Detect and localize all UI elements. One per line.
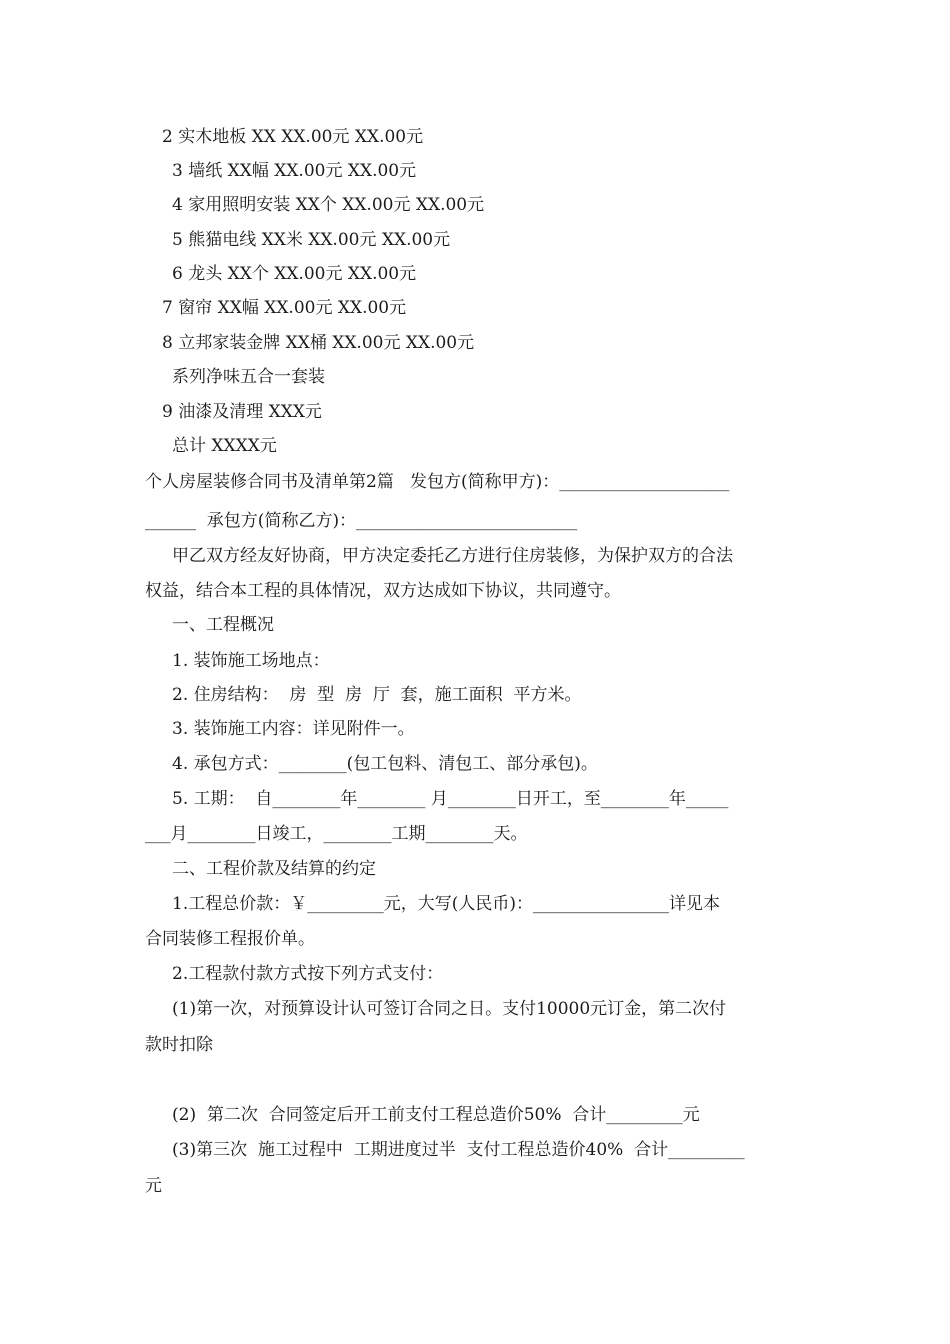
list-item: 系列净味五合一套装	[172, 367, 325, 387]
clause-item: 5. 工期： 自________年________ 月________日开工，至________年_____	[172, 789, 729, 809]
list-item: 3 墙纸 XX幅 XX.00元 XX.00元	[172, 161, 417, 181]
clause-item: 2. 住房结构： 房 型 房 厅 套，施工面积 平方米。	[172, 685, 582, 705]
clause-item: (1)第一次，对预算设计认可签订合同之日。支付10000元订金，第二次付	[172, 999, 727, 1019]
clause-item: 1. 装饰施工场地点：	[172, 651, 330, 671]
clause-item: 款时扣除	[145, 1035, 213, 1055]
clause-item: (2) 第二次 合同签定后开工前支付工程总造价50% 合计_________元	[172, 1105, 700, 1125]
clause-item: 3. 装饰施工内容：详见附件一。	[172, 719, 415, 739]
intro-paragraph: 甲乙双方经友好协商，甲方决定委托乙方进行住房装修，为保护双方的合法	[172, 546, 733, 566]
clause-item: 合同装修工程报价单。	[145, 929, 315, 949]
clause-item: 元	[145, 1176, 162, 1196]
section-heading: 二、工程价款及结算的约定	[172, 859, 376, 879]
list-item: 6 龙头 XX个 XX.00元 XX.00元	[172, 264, 417, 284]
list-item: 2 实木地板 XX XX.00元 XX.00元	[162, 127, 424, 147]
clause-item: ___月________日竣工，________工期________天。	[145, 824, 528, 844]
list-total: 总计 XXXX元	[172, 436, 277, 456]
list-item: 5 熊猫电线 XX米 XX.00元 XX.00元	[172, 230, 451, 250]
clause-item: 1.工程总价款：￥_________元，大写(人民币)：________________详见本	[172, 894, 720, 914]
clause-item: 4. 承包方式：________(包工包料、清包工、部分承包)。	[172, 754, 598, 774]
party-b-line: ______ 承包方(简称乙方)：__________________________	[145, 511, 578, 531]
list-item: 7 窗帘 XX幅 XX.00元 XX.00元	[162, 298, 407, 318]
intro-paragraph: 权益，结合本工程的具体情况，双方达成如下协议，共同遵守。	[145, 581, 621, 601]
list-item: 8 立邦家装金牌 XX桶 XX.00元 XX.00元	[162, 333, 475, 353]
contract-title-line: 个人房屋装修合同书及清单第2篇 发包方(简称甲方)：____________________	[145, 472, 730, 492]
list-item: 9 油漆及清理 XXX元	[162, 402, 322, 422]
clause-item: (3)第三次 施工过程中 工期进度过半 支付工程总造价40% 合计_________	[172, 1140, 745, 1160]
section-heading: 一、工程概况	[172, 615, 274, 635]
clause-item: 2.工程款付款方式按下列方式支付：	[172, 964, 444, 984]
list-item: 4 家用照明安装 XX个 XX.00元 XX.00元	[172, 195, 485, 215]
